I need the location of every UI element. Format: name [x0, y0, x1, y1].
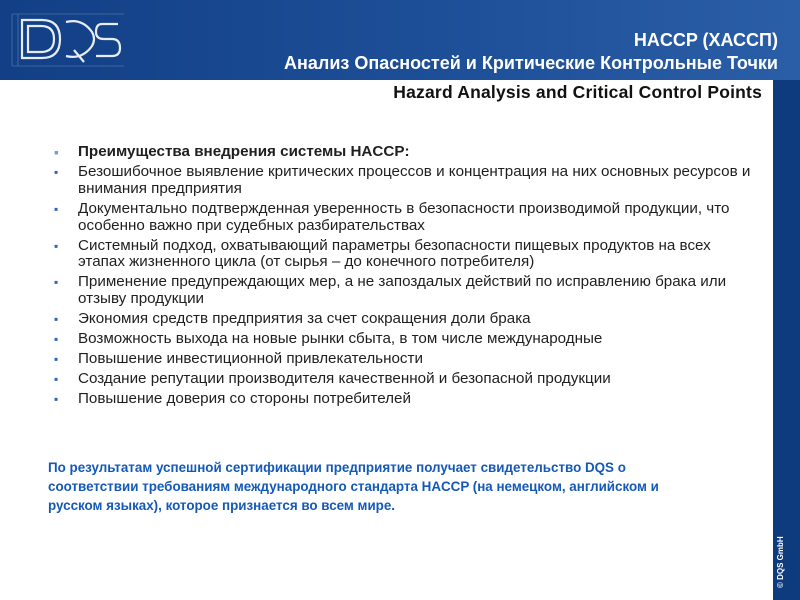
list-item — [54, 311, 759, 328]
list-item — [54, 238, 759, 272]
list-item — [54, 164, 759, 198]
bullet-icon: ▪ — [54, 352, 59, 367]
list-item-text: Создание репутации производителя качественной и безопасной продукции — [78, 370, 611, 388]
benefits-list — [54, 144, 759, 408]
svg-text:DQS: DQS — [50, 33, 86, 50]
list-item — [54, 391, 759, 408]
list-item-text: Безошибочное выявление критических процессов и концентрация на них основных ресурсов и внимания предприятия — [78, 162, 751, 197]
bullet-icon: ▪ — [54, 201, 59, 216]
list-item — [54, 274, 759, 308]
list-item-text: Повышение инвестиционной привлекательности — [78, 350, 423, 368]
side-bar — [773, 80, 800, 600]
header-banner — [0, 0, 800, 80]
copyright-label — [776, 568, 785, 588]
list-item — [54, 351, 759, 368]
list-item — [54, 201, 759, 235]
bullet-icon: ▪ — [54, 164, 59, 179]
list-item-text: Применение предупреждающих мер, а не запоздалых действий по исправлению брака или отзыву продукции — [78, 273, 727, 308]
list-item-text: Преимущества внедрения системы HACCP: — [78, 143, 410, 160]
title-line-1: HACCP (ХАССП) — [633, 30, 778, 50]
bullet-icon: ▪ — [54, 332, 59, 347]
list-item-text: Документально подтвержденная уверенность в безопасности производимой продукции, что особенно важно при судебных разбирательствах — [78, 199, 730, 234]
bullet-icon: ▪ — [54, 238, 59, 253]
subtitle-english: Hazard Analysis and Critical Control Points — [393, 82, 762, 102]
list-item-text: Возможность выхода на новые рынки сбыта, в том числе международные — [78, 330, 603, 348]
list-item — [54, 144, 759, 161]
bullet-icon: ▪ — [54, 144, 59, 160]
conclusion-paragraph: По результатам успешной сертификации предприятие получает свидетельство DQS о соответствии требованиям международного стандарта HACCP (на немецком, английском и русском языках), которое признается во всем мире. — [48, 460, 659, 513]
list-item — [54, 331, 759, 348]
list-item-text: Системный подход, охватывающий параметры безопасности пищевых продуктов на всех этапах жизненного цикла (от сырья – до конечного потребителя) — [78, 236, 711, 271]
list-item — [54, 371, 759, 388]
list-item-text: Экономия средств предприятия за счет сокращения доли брака — [78, 310, 531, 328]
bullet-icon: ▪ — [54, 372, 59, 387]
content-area — [54, 144, 759, 411]
list-item-text: Повышение доверия со стороны потребителей — [78, 390, 411, 408]
dqs-logo — [8, 6, 128, 72]
bullet-icon: ▪ — [54, 275, 59, 290]
bullet-icon: ▪ — [54, 312, 59, 327]
bullet-icon: ▪ — [54, 392, 59, 407]
title-line-2: Анализ Опасностей и Критические Контрольные Точки — [284, 53, 778, 73]
